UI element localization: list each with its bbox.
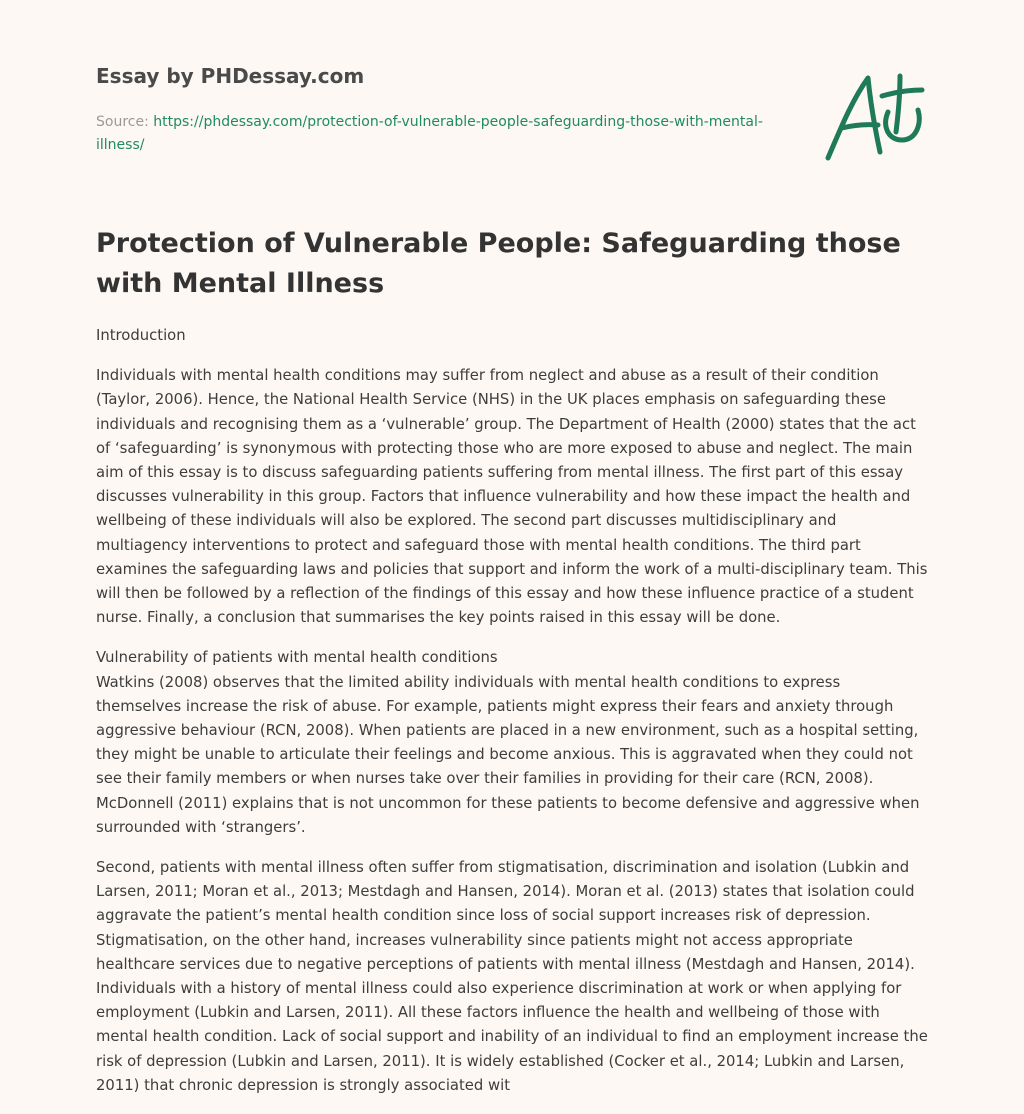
a-plus-logo-graphic: [818, 68, 930, 164]
section-vulnerability: [96, 646, 928, 840]
section-heading: Vulnerability of patients with mental health conditions: [96, 649, 498, 667]
source-line: [96, 111, 786, 157]
section-paragraph: Watkins (2008) observes that the limited ability individuals with mental health conditions to express themselves increase the risk of abuse. For example, patients might express their fears and anxiety through aggressive behaviour (RCN, 2008). When patients are placed in a new environment, such as a hospital setting, they might be unable to articulate their feelings and become anxious. This is aggravated when they could not see their family members or when nurses take over their families in providing for their care (RCN, 2008). McDonnell (2011) explains that is not uncommon for these patients to become defensive and aggressive when surrounded with ‘strangers’.: [96, 673, 920, 836]
a-plus-logo-icon: [818, 68, 930, 164]
essay-body: [96, 324, 928, 1114]
essay-title: Protection of Vulnerable People: Safeguarding those with Mental Illness: [96, 228, 901, 299]
site-title: Essay by PHDessay.com: [96, 64, 365, 88]
source-link[interactable]: https://phdessay.com/protection-of-vulnerable-people-safeguarding-those-with-mental-illness/: [96, 114, 763, 153]
source-label: Source:: [96, 114, 149, 130]
section-paragraph-2: Second, patients with mental illness often suffer from stigmatisation, discrimination and isolation (Lubkin and Larsen, 2011; Moran et al., 2013; Mestdagh and Hansen, 2014). Moran et al. (2013) states that isolation could aggravate the patient’s mental health condition since loss of social support increases risk of depression. Stigmatisation, on the other hand, increases vulnerability since patients might not access appropriate healthcare services due to negative perceptions of patients with mental illness (Mestdagh and Hansen, 2014). Individuals with a history of mental illness could also experience discrimination at work or when applying for employment (Lubkin and Larsen, 2011). All these factors influence the health and wellbeing of those with mental health condition. Lack of social support and inability of an individual to find an employment increase the risk of depression (Lubkin and Larsen, 2011). It is widely established (Cocker et al., 2014; Lubkin and Larsen, 2011) that chronic depression is strongly associated wit: [96, 859, 928, 1094]
intro-heading: Introduction: [96, 327, 186, 344]
intro-paragraph: Individuals with mental health conditions may suffer from neglect and abuse as a result of their condition (Taylor, 2006). Hence, the National Health Service (NHS) in the UK places emphasis on safeguarding these individuals and recognising them as a ‘vulnerable’ group. The Department of Health (2000) states that the act of ‘safeguarding’ is synonymous with protecting those who are more exposed to abuse and neglect. The main aim of this essay is to discuss safeguarding patients suffering from mental illness. The first part of this essay discusses vulnerability in this group. Factors that influence vulnerability and how these impact the health and wellbeing of these individuals will also be explored. The second part discusses multidisciplinary and multiagency interventions to protect and safeguard those with mental health conditions. The third part examines the safeguarding laws and policies that support and inform the work of a multi-disciplinary team. This will then be followed by a reflection of the findings of this essay and how these influence practice of a student nurse. Finally, a conclusion that summarises the key points raised in this essay will be done.: [96, 367, 928, 627]
